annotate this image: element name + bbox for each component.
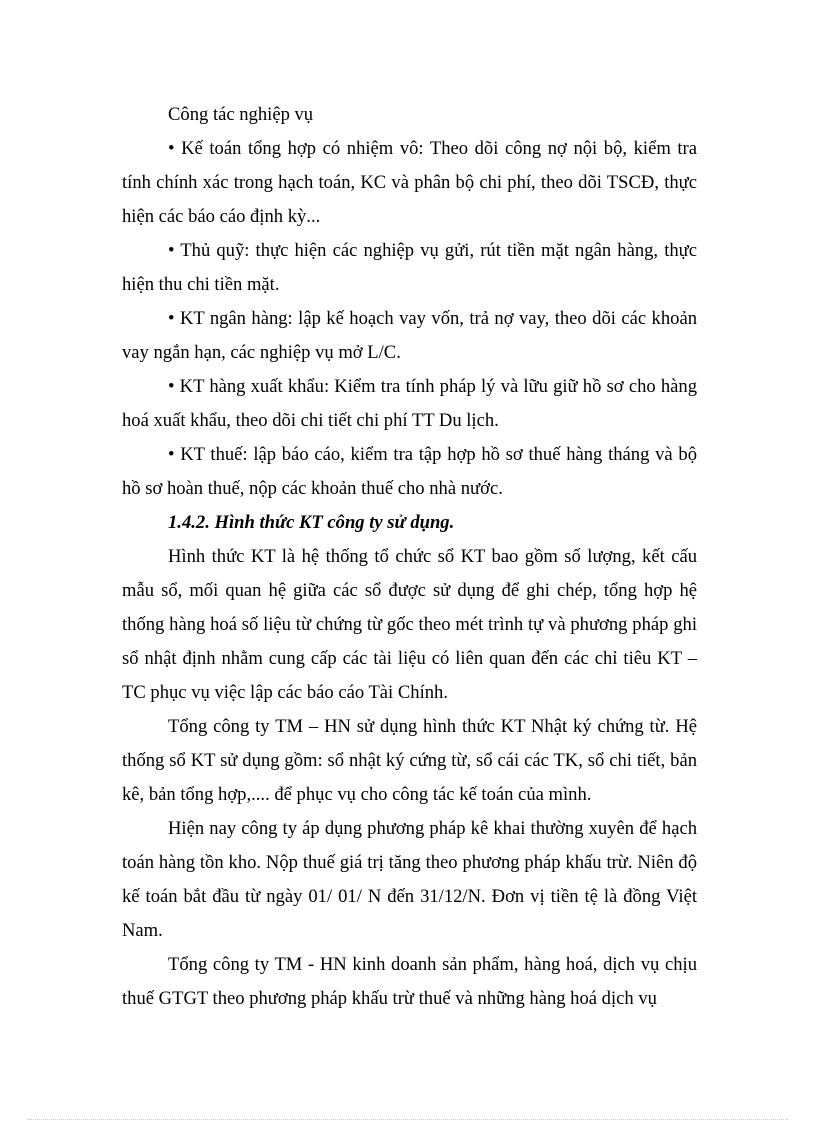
paragraph-bullet-export-accountant: • KT hàng xuất khẩu: Kiểm tra tính pháp lý và lữu giữ hồ sơ cho hàng hoá xuất khẩu, theo dõi chi tiết chi phí TT Du lịch. [122, 376, 697, 431]
paragraph-bullet-tax-accountant: • KT thuế: lập báo cáo, kiểm tra tập hợp hồ sơ thuế hàng tháng và bộ hồ sơ hoàn thuế, nộp các khoản thuế cho nhà nước. [122, 444, 697, 499]
paragraph-bullet-treasurer: • Thủ quỹ: thực hiện các nghiệp vụ gửi, rút tiền mặt ngân hàng, thực hiện thu chi tiền mặt. [122, 240, 697, 295]
document-body [122, 98, 697, 1016]
paragraph-journal-system: Tổng công ty TM – HN sử dụng hình thức KT Nhật ký chứng từ. Hệ thống sổ KT sử dụng gồm: sổ nhật ký cứng từ, sổ cái các TK, sổ chi tiết, bản kê, bản tổng hợp,.... để phục vụ cho công tác kế toán của mình. [122, 716, 697, 805]
paragraph-bullet-bank-accountant: • KT ngân hàng: lập kế hoạch vay vốn, trả nợ vay, theo dõi các khoản vay ngắn hạn, các nghiệp vụ mở L/C. [122, 308, 697, 363]
paragraph-accounting-form: Hình thức KT là hệ thống tổ chức sổ KT bao gồm số lượng, kết cấu mẫu sổ, mối quan hệ giữa các sổ được sử dụng để ghi chép, tổng hợp hệ thống hàng hoá số liệu từ chứng từ gốc theo mét trình tự và phương pháp ghi sổ nhật định nhằm cung cấp các tài liệu có liên quan đến các chỉ tiêu KT – TC phục vụ việc lập các báo cáo Tài Chính. [122, 546, 697, 703]
paragraph-inventory-method: Hiện nay công ty áp dụng phương pháp kê khai thường xuyên để hạch toán hàng tồn kho. Nộp thuế giá trị tăng theo phương pháp khấu trừ. Niên độ kế toán bắt đầu từ ngày 01/ 01/ N đến 31/12/N. Đơn vị tiền tệ là đồng Việt Nam. [122, 818, 697, 941]
page-bottom-divider [28, 1119, 788, 1120]
paragraph-vat-method: Tổng công ty TM - HN kinh doanh sản phẩm, hàng hoá, dịch vụ chịu thuế GTGT theo phương pháp khấu trừ thuế và những hàng hoá dịch vụ [122, 954, 697, 1009]
paragraph-section-title: Công tác nghiệp vụ [168, 104, 314, 125]
section-heading: 1.4.2. Hình thức KT công ty sử dụng. [168, 512, 455, 533]
paragraph-bullet-general-accountant: • Kế toán tổng hợp có nhiệm vô: Theo dõi công nợ nội bộ, kiểm tra tính chính xác trong hạch toán, KC và phân bộ chi phí, theo dõi TSCĐ, thực hiện các báo cáo định kỳ... [122, 138, 697, 227]
